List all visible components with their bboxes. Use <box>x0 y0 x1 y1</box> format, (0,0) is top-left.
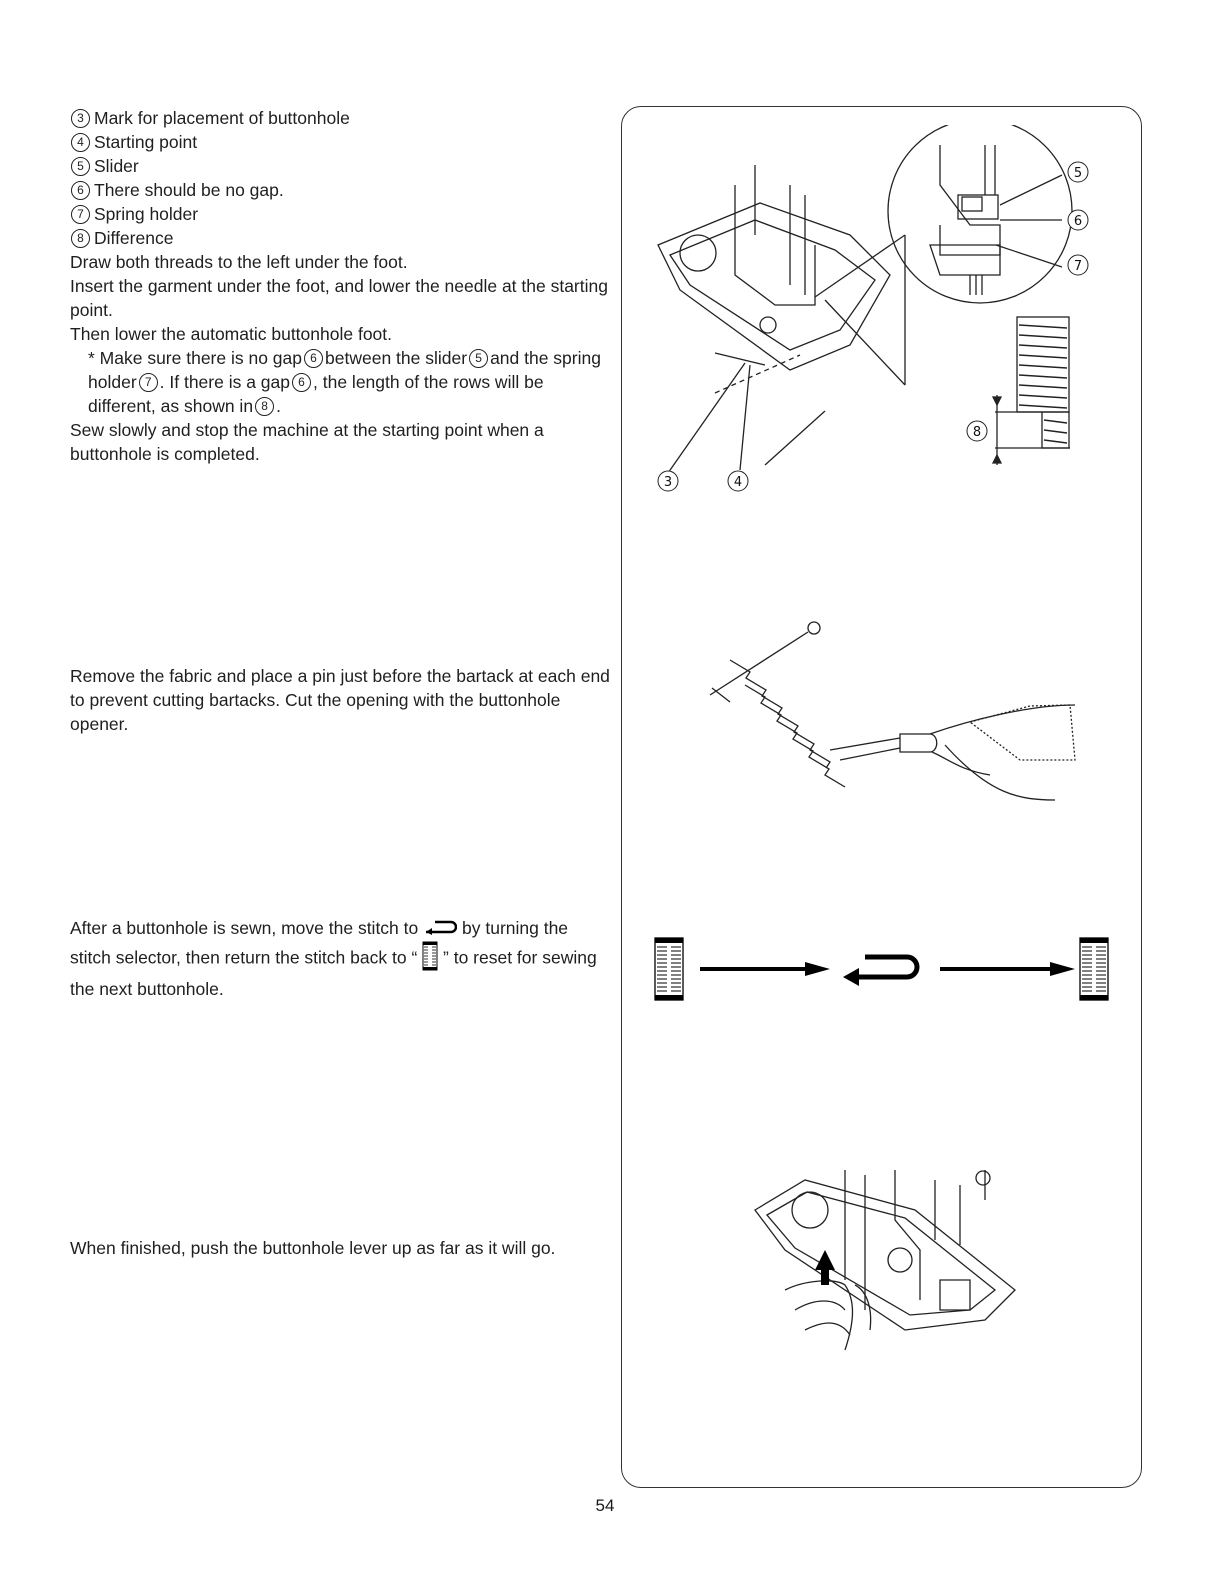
callout-number: 3 <box>71 109 90 128</box>
legend-label: There should be no gap. <box>94 180 284 200</box>
callout-number: 8 <box>71 229 90 248</box>
step3-text-middle: by turning the stitch selector, then return the stitch back to <box>70 918 569 968</box>
step1-line1: Draw both threads to the left under the foot. <box>70 252 408 272</box>
callout-ref: 7 <box>139 373 158 392</box>
step2-text: Remove the fabric and place a pin just before the bartack at each end to prevent cutting bartacks. Cut the opening with the buttonhole opener. <box>70 666 610 734</box>
legend-item <box>70 202 610 226</box>
step1-line3: Then lower the automatic buttonhole foot. <box>70 324 393 344</box>
step3-text <box>70 916 610 1001</box>
figure-push-lever-up <box>745 1160 1035 1360</box>
callout-number: 6 <box>71 181 90 200</box>
note-text: * Make sure there is no gap <box>88 348 303 368</box>
legend-item <box>70 130 610 154</box>
step1-note <box>70 346 610 418</box>
callout-number: 4 <box>71 133 90 152</box>
callout-number: 7 <box>71 205 90 224</box>
callout-4-label: 4 <box>733 475 743 490</box>
figure-stitch-reset-sequence <box>645 930 1115 1010</box>
step3-block <box>70 916 610 1001</box>
callout-ref: 5 <box>469 349 488 368</box>
page-number: 54 <box>595 1496 615 1515</box>
step4-text: When finished, push the buttonhole lever up as far as it will go. <box>70 1238 556 1258</box>
legend-item <box>70 226 610 250</box>
reset-stitch-icon <box>843 957 917 986</box>
step1-line2: Insert the garment under the foot, and lower the needle at the starting point. <box>70 276 608 320</box>
right-arrow-icon <box>700 962 830 976</box>
legend-item <box>70 106 610 130</box>
buttonhole-stitch-start-icon <box>655 938 683 1000</box>
note-text: , the length of the rows will be different, as shown in <box>88 372 544 416</box>
callout-6-label: 6 <box>1073 214 1083 229</box>
note-text: . If there is a gap <box>159 372 291 392</box>
step3-text-before: After a buttonhole is sewn, move the stitch to <box>70 918 419 938</box>
legend-label: Spring holder <box>94 204 199 224</box>
legend-item <box>70 154 610 178</box>
note-text: and the spring holder <box>88 348 601 392</box>
reset-stitch-icon <box>423 917 457 941</box>
callout-3-label: 3 <box>663 475 673 490</box>
legend-label: Difference <box>94 228 174 248</box>
callout-ref: 6 <box>292 373 311 392</box>
callout-8-label: 8 <box>972 425 982 440</box>
callout-ref: 8 <box>255 397 274 416</box>
step3-text-after: ” to reset for sewing the next buttonhole. <box>70 948 597 1000</box>
callout-ref: 6 <box>304 349 323 368</box>
right-arrow-icon <box>940 962 1075 976</box>
callout-7-label: 7 <box>1073 259 1083 274</box>
legend-block <box>70 106 610 466</box>
step1-line4: Sew slowly and stop the machine at the starting point when a buttonhole is completed. <box>70 420 544 464</box>
callout-5-label: 5 <box>1073 166 1083 181</box>
step4-block <box>70 1236 610 1260</box>
buttonhole-stitch-icon <box>422 941 438 977</box>
callout-number: 5 <box>71 157 90 176</box>
legend-label: Slider <box>94 156 139 176</box>
note-text: between the slider <box>325 348 468 368</box>
figure-cut-opening <box>690 610 1090 810</box>
legend-item <box>70 178 610 202</box>
legend-label: Starting point <box>94 132 198 152</box>
legend-label: Mark for placement of buttonhole <box>94 108 350 128</box>
arrow-up-icon <box>815 1250 835 1285</box>
figure-buttonhole-foot-setup <box>640 125 1130 505</box>
quote-mark: “ <box>411 948 418 968</box>
note-text: . <box>276 396 281 416</box>
buttonhole-stitch-end-icon <box>1080 938 1108 1000</box>
step2-block <box>70 664 610 736</box>
